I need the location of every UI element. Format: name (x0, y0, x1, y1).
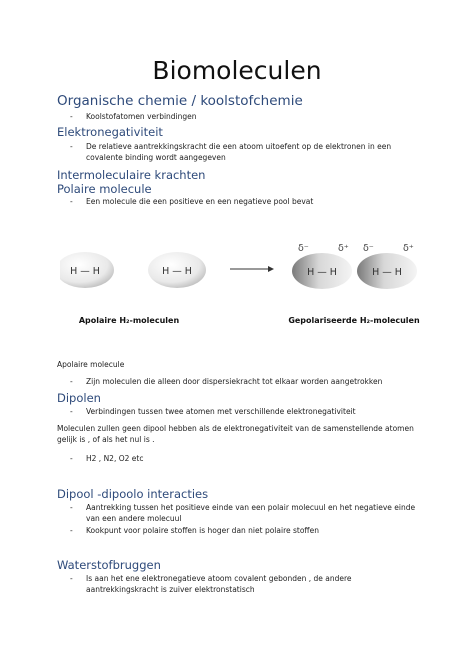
svg-text:H — H: H — H (70, 266, 100, 277)
list-item: - Aantrekking tussen het positieve einde van een polair molecuul en het negatieve einde van een andere molecuul (70, 503, 416, 523)
apolar-molecule-1 (60, 252, 114, 288)
polar-molecule-1 (292, 243, 352, 289)
page-title: Biomoleculen (152, 56, 322, 85)
h2-molecules-figure (60, 238, 430, 338)
svg-text:δ⁻: δ⁻ (298, 243, 309, 254)
svg-text:δ⁺: δ⁺ (403, 243, 414, 254)
figure-caption-apolar: Apolaire H₂-moleculen (78, 316, 180, 325)
heading-dipole-interactions: Dipool -dipoolo interacties (57, 487, 209, 501)
list-item: - Is aan het ene elektronegatieve atoom covalent gebonden , de andere aantrekkingskracht is zuiver elektronstatisch (70, 574, 352, 594)
svg-text:H — H: H — H (372, 267, 402, 278)
list-item: - Koolstofatomen verbindingen (70, 112, 197, 121)
list-item: - Zijn moleculen die alleen door dispersiekracht tot elkaar worden aangetrokken (70, 377, 383, 386)
paragraph-dipoles: Moleculen zullen geen dipool hebben als de elektronegativiteit van de samenstellende atomen gelijk is , of als het nul is . (57, 424, 414, 444)
svg-text:δ⁻: δ⁻ (363, 243, 374, 254)
label-apolar-molecule: Apolaire molecule (57, 360, 125, 369)
list-item: - H2 , N2, O2 etc (70, 454, 144, 463)
heading-dipoles: Dipolen (57, 391, 101, 405)
heading-intermolecular-forces: Intermoleculaire krachten (57, 168, 206, 182)
svg-text:H — H: H — H (307, 267, 337, 278)
heading-hydrogen-bonds: Waterstofbruggen (57, 558, 161, 572)
list-item: - Kookpunt voor polaire stoffen is hoger dan niet polaire stoffen (70, 526, 319, 535)
list-item: - De relatieve aantrekkingskracht die een atoom uitoefent op de elektronen in een covalente binding wordt aangegeven (70, 142, 392, 162)
figure-caption-polarized: Gepolariseerde H₂-moleculen (288, 316, 420, 325)
subheading-polar-molecule: Polaire molecule (57, 182, 152, 196)
list-item: - Verbindingen tussen twee atomen met verschillende elektronegativiteit (70, 407, 356, 416)
svg-text:H — H: H — H (162, 266, 192, 277)
polar-molecule-2 (357, 243, 417, 289)
heading-electronegativity: Elektronegativiteit (57, 125, 163, 139)
arrow-icon (230, 266, 274, 272)
svg-text:δ⁺: δ⁺ (338, 243, 349, 254)
apolar-molecule-2 (148, 252, 206, 288)
list-item: - Een molecule die een positieve en een negatieve pool bevat (70, 197, 314, 206)
heading-organic-chemistry: Organische chemie / koolstofchemie (57, 93, 303, 109)
